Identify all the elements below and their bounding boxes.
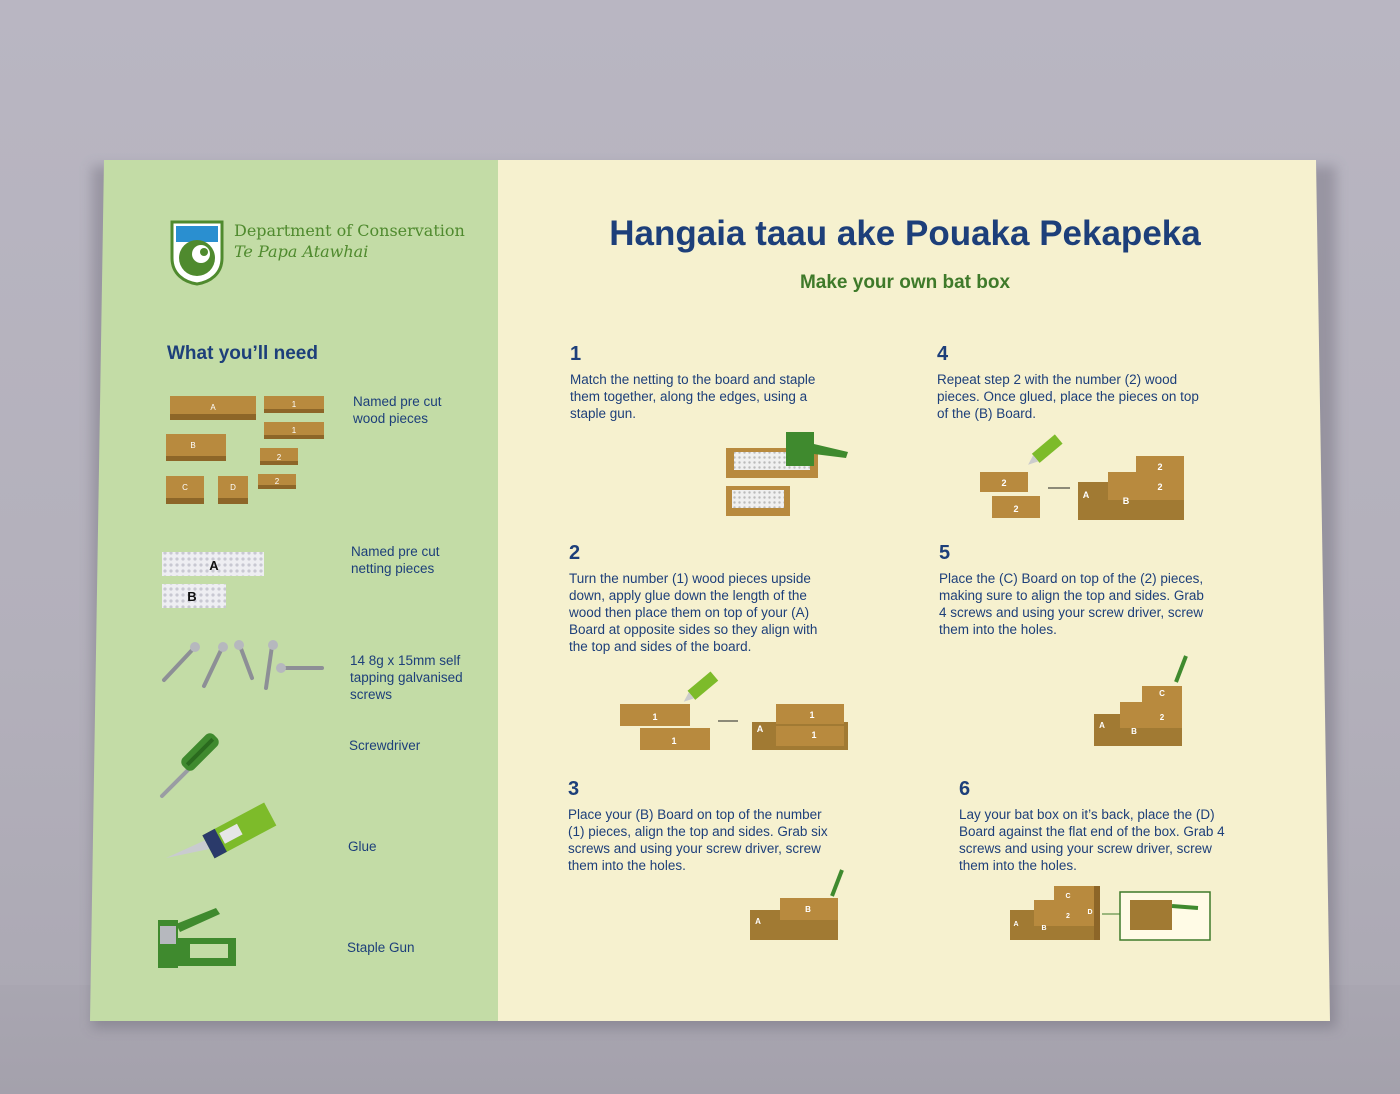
page-subtitle: Make your own bat box bbox=[799, 272, 1011, 293]
svg-text:A: A bbox=[1013, 921, 1019, 928]
page-title: Hangaia taau ake Pouaka Pekapeka bbox=[609, 214, 1201, 253]
svg-text:B: B bbox=[1122, 496, 1130, 506]
svg-text:B: B bbox=[1041, 925, 1047, 932]
doc-logo-icon bbox=[170, 220, 224, 286]
svg-text:1: 1 bbox=[671, 736, 677, 746]
wood-label-1a: 1 bbox=[291, 400, 297, 409]
step-2-illustration bbox=[618, 664, 853, 754]
svg-text:A: A bbox=[756, 724, 764, 734]
svg-text:2: 2 bbox=[1157, 462, 1163, 472]
svg-text:B: B bbox=[805, 905, 811, 914]
step-4-number: 4 bbox=[937, 343, 949, 365]
svg-text:2: 2 bbox=[1157, 482, 1163, 492]
step-1-illustration bbox=[722, 420, 852, 520]
glue-icon bbox=[164, 798, 276, 862]
svg-text:1: 1 bbox=[811, 730, 817, 740]
step-5-number: 5 bbox=[939, 542, 951, 564]
need-glue-label: Glue bbox=[348, 839, 377, 854]
step-3-number: 3 bbox=[568, 778, 580, 800]
needs-heading: What you’ll need bbox=[167, 343, 318, 364]
step-1-text: Match the netting to the board and staple them together, along the edges, using a staple gun. bbox=[570, 372, 816, 421]
netting-label-a: A bbox=[209, 558, 219, 573]
screwdriver-icon bbox=[158, 724, 238, 802]
wood-label-2b: 2 bbox=[274, 477, 280, 486]
wood-label-b: B bbox=[190, 441, 196, 450]
left-panel bbox=[90, 160, 498, 1021]
step-1-number: 1 bbox=[570, 343, 582, 365]
svg-text:A: A bbox=[1099, 721, 1105, 730]
svg-text:C: C bbox=[1065, 893, 1071, 900]
step-6-number: 6 bbox=[959, 778, 971, 800]
need-screwdriver-label: Screwdriver bbox=[349, 738, 421, 753]
svg-text:2: 2 bbox=[1013, 504, 1019, 514]
staple-gun-icon bbox=[154, 904, 240, 970]
step-2-number: 2 bbox=[569, 542, 581, 564]
netting-label-b: B bbox=[187, 589, 197, 604]
screws-icon bbox=[158, 640, 328, 695]
svg-text:A: A bbox=[755, 917, 761, 926]
step-6-text: Lay your bat box on it’s back, place the (D) Board against the flat end of the box. Grab 4 screws and using your screw driver, screw them into the holes. bbox=[959, 807, 1225, 873]
org-name: Department of Conservation bbox=[234, 221, 465, 240]
step-4-illustration bbox=[978, 428, 1190, 523]
svg-text:1: 1 bbox=[652, 712, 658, 722]
svg-text:A: A bbox=[1082, 490, 1090, 500]
step-5-illustration bbox=[1090, 652, 1190, 748]
svg-text:2: 2 bbox=[1159, 713, 1165, 722]
need-netting-label: Named pre cut netting pieces bbox=[351, 544, 440, 576]
step-4-text: Repeat step 2 with the number (2) wood pieces. Once glued, place the pieces on top of the (B) Board. bbox=[937, 372, 1199, 421]
svg-text:C: C bbox=[1159, 689, 1165, 698]
step-6-illustration bbox=[1008, 882, 1214, 944]
org-maori-name: Te Papa Atawhai bbox=[234, 242, 369, 261]
need-staple-gun-label: Staple Gun bbox=[347, 940, 415, 955]
wood-label-1b: 1 bbox=[291, 426, 297, 435]
need-screws-label: 14 8g x 15mm self tapping galvanised screws bbox=[350, 653, 463, 702]
step-3-text: Place your (B) Board on top of the number (1) pieces, align the top and sides. Grab six screws and using your screw driver, screw them into the holes. bbox=[568, 807, 828, 873]
svg-text:D: D bbox=[1087, 909, 1093, 916]
step-2-text: Turn the number (1) wood pieces upside down, apply glue down the length of the wood then place them on top of your (A) Board at opposite sides so they align with the top and sides of the board. bbox=[569, 571, 818, 654]
svg-text:2: 2 bbox=[1001, 478, 1007, 488]
wood-label-d: D bbox=[230, 483, 236, 492]
svg-text:1: 1 bbox=[809, 710, 815, 720]
wood-pieces-icon bbox=[160, 390, 330, 510]
need-wood-label: Named pre cut wood pieces bbox=[353, 394, 442, 426]
wood-label-a: A bbox=[210, 403, 216, 412]
wood-label-2a: 2 bbox=[276, 453, 282, 462]
step-5-text: Place the (C) Board on top of the (2) pieces, making sure to align the top and sides. Grab 4 screws and using your screw driver, screw them into the holes. bbox=[939, 571, 1204, 637]
step-3-illustration bbox=[746, 866, 842, 944]
svg-text:2: 2 bbox=[1066, 913, 1070, 920]
netting-pieces-icon bbox=[162, 550, 272, 612]
svg-text:B: B bbox=[1131, 727, 1137, 736]
wood-label-c: C bbox=[182, 483, 188, 492]
